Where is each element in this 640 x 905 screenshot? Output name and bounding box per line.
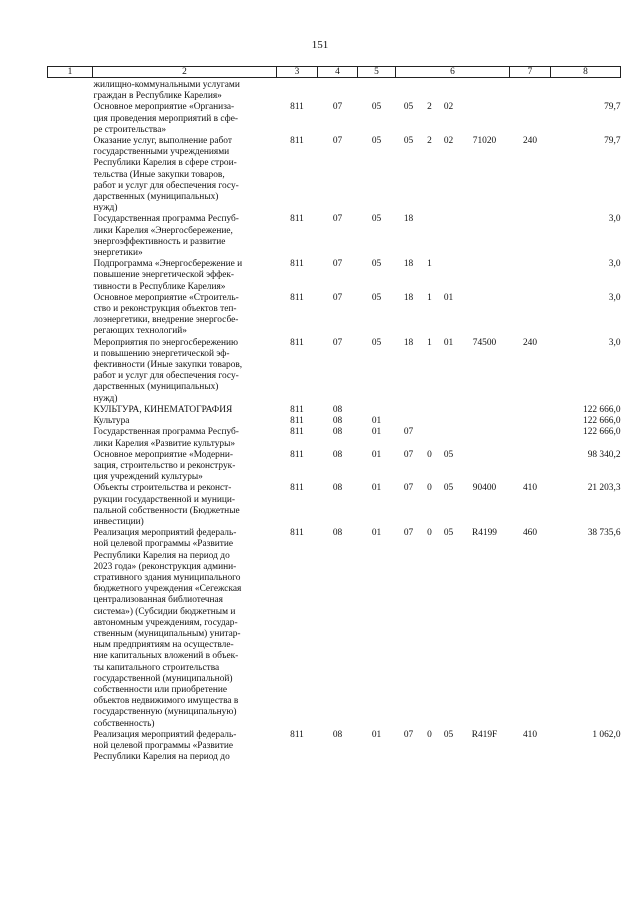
- cell-expense-type: [510, 102, 551, 136]
- cell-activity: 01: [443, 337, 454, 348]
- header-col-6: 6: [396, 67, 510, 78]
- cell-subsection: [358, 78, 396, 103]
- cell-subsection: 05: [371, 102, 382, 113]
- name-line: Республики Карелия на период до: [93, 752, 230, 763]
- cell-direction: 90400: [472, 483, 497, 494]
- table-row: [48, 102, 621, 136]
- cell-subsection: 05: [371, 214, 382, 225]
- name-line: Оказание услуг, выполнение работ: [93, 136, 232, 147]
- cell-program: 07: [403, 449, 414, 460]
- table-row: [48, 214, 621, 259]
- name-line: ты капитального строительства: [93, 662, 220, 673]
- cell-name: [93, 338, 277, 405]
- name-line: государственную (муниципальную): [93, 707, 237, 718]
- cell-index: [48, 338, 93, 405]
- cell-section: 07: [332, 136, 343, 147]
- cell-section: 08: [332, 528, 343, 539]
- cell-name: [93, 483, 277, 528]
- table-row: [48, 338, 621, 405]
- cell-glrbs: [277, 78, 318, 103]
- cell-name: [93, 102, 277, 136]
- cell-name: [93, 78, 277, 103]
- cell-amount: 122 666,0: [583, 416, 621, 427]
- cell-program: 07: [403, 528, 414, 539]
- cell-name: [93, 528, 277, 730]
- name-line: Реализация мероприятий федераль-: [93, 729, 237, 740]
- name-line: фективности (Иные закупки товаров,: [93, 360, 243, 371]
- name-line: собственности или приобретение: [93, 684, 228, 695]
- header-col-2: 2: [93, 67, 277, 78]
- name-line: государственными учреждениями: [93, 147, 230, 158]
- name-line: дарственных (муниципальных): [93, 382, 219, 393]
- cell-expense-type: [510, 416, 551, 427]
- cell-activity: [438, 259, 460, 293]
- name-line: лики Карелия «Энергосбережение,: [93, 225, 233, 236]
- cell-subsection: [358, 405, 396, 416]
- header-col-5: 5: [358, 67, 396, 78]
- table-body: [48, 78, 621, 764]
- cell-expense-type: [510, 293, 551, 338]
- cell-index: [48, 259, 93, 293]
- name-line: Государственная программа Респуб-: [93, 214, 239, 225]
- name-line: Основное мероприятие «Модерни-: [93, 449, 233, 460]
- name-line: рукции государственной и муници-: [93, 494, 236, 505]
- name-line: система») (Субсидии бюджетным и: [93, 606, 236, 617]
- cell-name: [93, 259, 277, 293]
- cell-subsection: 05: [371, 136, 382, 147]
- cell-program: 07: [403, 483, 414, 494]
- name-line: энергоэффективность и развитие: [93, 236, 226, 247]
- cell-section: 07: [332, 292, 343, 303]
- name-line: Основное мероприятие «Строитель-: [93, 292, 239, 303]
- cell-section: 07: [332, 337, 343, 348]
- cell-glrbs: 811: [290, 449, 304, 460]
- cell-direction: [460, 102, 510, 136]
- name-line: тельства (Иные закупки товаров,: [93, 169, 225, 180]
- cell-subprogram: [422, 78, 438, 103]
- name-line: нужд): [93, 393, 118, 404]
- cell-index: [48, 136, 93, 214]
- name-line: 2023 года» (реконструкция админи-: [93, 561, 237, 572]
- cell-program: [396, 78, 422, 103]
- name-line: ной целевой программы «Развитие: [93, 539, 234, 550]
- cell-activity: 02: [443, 102, 454, 113]
- cell-amount: 122 666,0: [583, 404, 621, 415]
- cell-activity: 05: [443, 449, 454, 460]
- cell-activity: 05: [443, 528, 454, 539]
- name-line: лоэнергетики, внедрение энергосбе-: [93, 315, 239, 326]
- cell-direction: [460, 450, 510, 484]
- cell-subsection: 05: [371, 259, 382, 270]
- name-line: инвестиции): [93, 516, 144, 527]
- cell-index: [48, 405, 93, 416]
- cell-subsection: 01: [371, 729, 382, 740]
- cell-amount: 3,0: [608, 337, 621, 348]
- name-line: регающих технологий»: [93, 326, 187, 337]
- cell-subprogram: 1: [427, 292, 432, 303]
- table-header: [48, 67, 621, 78]
- cell-glrbs: 811: [290, 483, 304, 494]
- name-line: ция проведения мероприятий в сфе-: [93, 113, 238, 124]
- name-line: Республики Карелия на период до: [93, 550, 230, 561]
- cell-index: [48, 528, 93, 730]
- cell-amount: [551, 78, 621, 103]
- cell-glrbs: 811: [290, 427, 304, 438]
- cell-amount: 3,0: [608, 292, 621, 303]
- cell-direction: [460, 416, 510, 427]
- cell-name: [93, 450, 277, 484]
- cell-activity: 05: [443, 483, 454, 494]
- cell-subprogram: [422, 405, 438, 416]
- cell-amount: 98 340,2: [587, 449, 621, 460]
- cell-section: 08: [332, 404, 343, 415]
- cell-glrbs: 811: [290, 292, 304, 303]
- cell-program: 18: [403, 214, 414, 225]
- cell-subprogram: 1: [427, 337, 432, 348]
- cell-index: [48, 102, 93, 136]
- name-line: работ и услуг для обеспечения госу-: [93, 180, 239, 191]
- name-line: энергетики»: [93, 248, 143, 259]
- cell-expense-type: [510, 259, 551, 293]
- name-line: Республики Карелия в сфере строи-: [93, 158, 237, 169]
- name-line: ственным (муниципальным) унитар-: [93, 628, 241, 639]
- name-line: Подпрограмма «Энергосбережение и: [93, 259, 243, 270]
- table-row: [48, 78, 621, 103]
- cell-amount: 1 062,0: [592, 729, 621, 740]
- name-line: ной целевой программы «Развитие: [93, 740, 234, 751]
- cell-expense-type: [510, 405, 551, 416]
- cell-program: 05: [403, 136, 414, 147]
- cell-program: 07: [403, 427, 414, 438]
- header-col-8: 8: [551, 67, 621, 78]
- name-line: Основное мероприятие «Организа-: [93, 102, 235, 113]
- name-line: лики Карелия «Развитие культуры»: [93, 438, 236, 449]
- header-row: [48, 67, 621, 78]
- cell-subprogram: 1: [427, 259, 432, 270]
- name-line: ние капитальных вложений в объек-: [93, 651, 239, 662]
- cell-glrbs: 811: [290, 259, 304, 270]
- cell-name: [93, 416, 277, 427]
- cell-activity: [438, 78, 460, 103]
- cell-section: 07: [332, 259, 343, 270]
- cell-program: [396, 416, 422, 427]
- cell-amount: 79,7: [604, 102, 621, 113]
- cell-glrbs: 811: [290, 416, 304, 427]
- cell-program: 18: [403, 292, 414, 303]
- name-line: автономным учреждениям, государ-: [93, 617, 238, 628]
- name-line: ство и реконструкция объектов теп-: [93, 304, 237, 315]
- cell-program: [396, 405, 422, 416]
- name-line: и повышению энергетической эф-: [93, 348, 230, 359]
- cell-subprogram: 0: [427, 729, 432, 740]
- cell-activity: 05: [443, 729, 454, 740]
- cell-section: 08: [332, 449, 343, 460]
- cell-subsection: 01: [371, 427, 382, 438]
- cell-subsection: 01: [371, 416, 382, 427]
- cell-index: [48, 416, 93, 427]
- cell-activity: [438, 405, 460, 416]
- name-line: граждан в Республике Карелия»: [93, 91, 222, 102]
- cell-section: 08: [332, 483, 343, 494]
- header-col-7: 7: [510, 67, 551, 78]
- cell-glrbs: 811: [290, 102, 304, 113]
- cell-section: 08: [332, 416, 343, 427]
- cell-direction: [460, 293, 510, 338]
- name-line: Реализация мероприятий федераль-: [93, 528, 237, 539]
- cell-activity: 01: [443, 292, 454, 303]
- cell-direction: 74500: [472, 337, 497, 348]
- cell-section: 07: [332, 102, 343, 113]
- cell-activity: [438, 416, 460, 427]
- cell-index: [48, 427, 93, 449]
- cell-activity: 02: [443, 136, 454, 147]
- name-line: КУЛЬТУРА, КИНЕМАТОГРАФИЯ: [93, 404, 233, 415]
- cell-direction: [460, 259, 510, 293]
- name-line: ция учреждений культуры»: [93, 472, 203, 483]
- cell-subprogram: 2: [427, 136, 432, 147]
- cell-program: 18: [403, 337, 414, 348]
- name-line: жилищно-коммунальными услугами: [93, 80, 240, 90]
- cell-expense-type: [510, 427, 551, 449]
- cell-index: [48, 483, 93, 528]
- cell-subsection: 05: [371, 337, 382, 348]
- cell-glrbs: 811: [290, 729, 304, 740]
- name-line: тивности в Республике Карелия»: [93, 281, 226, 292]
- name-line: Культура: [93, 416, 130, 427]
- cell-expense-type: 410: [522, 729, 538, 740]
- cell-section: 08: [332, 427, 343, 438]
- cell-index: [48, 730, 93, 764]
- cell-amount: 3,0: [608, 259, 621, 270]
- cell-direction: [460, 78, 510, 103]
- cell-expense-type: [510, 78, 551, 103]
- name-line: ре строительства»: [93, 124, 167, 135]
- table-row: [48, 483, 621, 528]
- cell-expense-type: [510, 450, 551, 484]
- name-line: централизованная библиотечная: [93, 595, 223, 606]
- cell-index: [48, 450, 93, 484]
- name-line: ным предприятиям на осуществле-: [93, 640, 234, 651]
- cell-name: [93, 214, 277, 259]
- cell-subsection: 05: [371, 292, 382, 303]
- cell-index: [48, 214, 93, 259]
- cell-name: [93, 730, 277, 764]
- name-line: нужд): [93, 203, 118, 214]
- name-line: Объекты строительства и реконст-: [93, 483, 232, 494]
- cell-section: 07: [332, 214, 343, 225]
- table-row: [48, 416, 621, 427]
- header-col-1: 1: [48, 67, 93, 78]
- cell-expense-type: 460: [522, 528, 538, 539]
- cell-subprogram: 0: [427, 449, 432, 460]
- cell-expense-type: 410: [522, 483, 538, 494]
- cell-subprogram: 0: [427, 483, 432, 494]
- cell-subsection: 01: [371, 449, 382, 460]
- table-row: [48, 528, 621, 730]
- table-row: [48, 427, 621, 449]
- page-number: 151: [311, 39, 329, 51]
- name-line: собственность): [93, 718, 155, 729]
- cell-name: [93, 427, 277, 449]
- cell-program: 07: [403, 729, 414, 740]
- table-row: [48, 136, 621, 214]
- cell-name: [93, 293, 277, 338]
- cell-expense-type: 240: [522, 337, 538, 348]
- cell-amount: 79,7: [604, 136, 621, 147]
- cell-glrbs: 811: [290, 214, 304, 225]
- name-line: работ и услуг для обеспечения госу-: [93, 371, 239, 382]
- table-row: [48, 450, 621, 484]
- cell-index: [48, 78, 93, 103]
- cell-glrbs: 811: [290, 136, 304, 147]
- cell-glrbs: 811: [290, 404, 304, 415]
- cell-activity: [438, 214, 460, 259]
- cell-subsection: 01: [371, 528, 382, 539]
- cell-subprogram: 0: [427, 528, 432, 539]
- budget-table: [47, 66, 621, 763]
- name-line: стративного здания муниципального: [93, 572, 241, 583]
- cell-subprogram: [422, 416, 438, 427]
- cell-amount: 21 203,3: [587, 483, 621, 494]
- cell-amount: 122 666,0: [583, 427, 621, 438]
- cell-subprogram: [422, 214, 438, 259]
- table-row: [48, 293, 621, 338]
- name-line: объектов недвижимого имущества в: [93, 696, 239, 707]
- cell-program: 18: [403, 259, 414, 270]
- cell-section: [318, 78, 358, 103]
- name-line: Мероприятия по энергосбережению: [93, 337, 239, 348]
- cell-direction: [460, 427, 510, 449]
- cell-expense-type: [510, 214, 551, 259]
- cell-expense-type: 240: [522, 136, 538, 147]
- name-line: бюджетного учреждения «Сегежская: [93, 584, 242, 595]
- cell-glrbs: 811: [290, 528, 304, 539]
- cell-index: [48, 293, 93, 338]
- cell-name: [93, 136, 277, 214]
- table-row: [48, 405, 621, 416]
- table-row: [48, 259, 621, 293]
- cell-direction: [460, 405, 510, 416]
- cell-name: [93, 405, 277, 416]
- name-line: повышение энергетической эффек-: [93, 270, 235, 281]
- cell-subprogram: 2: [427, 102, 432, 113]
- cell-amount: 3,0: [608, 214, 621, 225]
- name-line: пальной собственности (Бюджетные: [93, 505, 240, 516]
- cell-direction: R4199: [471, 528, 497, 539]
- cell-activity: [438, 427, 460, 449]
- cell-direction: [460, 214, 510, 259]
- name-line: Государственная программа Респуб-: [93, 427, 239, 438]
- cell-section: 08: [332, 729, 343, 740]
- cell-program: 05: [403, 102, 414, 113]
- cell-subprogram: [422, 427, 438, 449]
- name-line: зация, строительство и реконструк-: [93, 460, 236, 471]
- cell-amount: 38 735,6: [587, 528, 621, 539]
- cell-glrbs: 811: [290, 337, 304, 348]
- cell-subsection: 01: [371, 483, 382, 494]
- cell-direction: 71020: [472, 136, 497, 147]
- header-col-4: 4: [318, 67, 358, 78]
- cell-direction: R419F: [471, 729, 498, 740]
- name-line: дарственных (муниципальных): [93, 192, 219, 203]
- name-line: государственной (муниципальной): [93, 673, 233, 684]
- table-row: [48, 730, 621, 764]
- header-col-3: 3: [277, 67, 318, 78]
